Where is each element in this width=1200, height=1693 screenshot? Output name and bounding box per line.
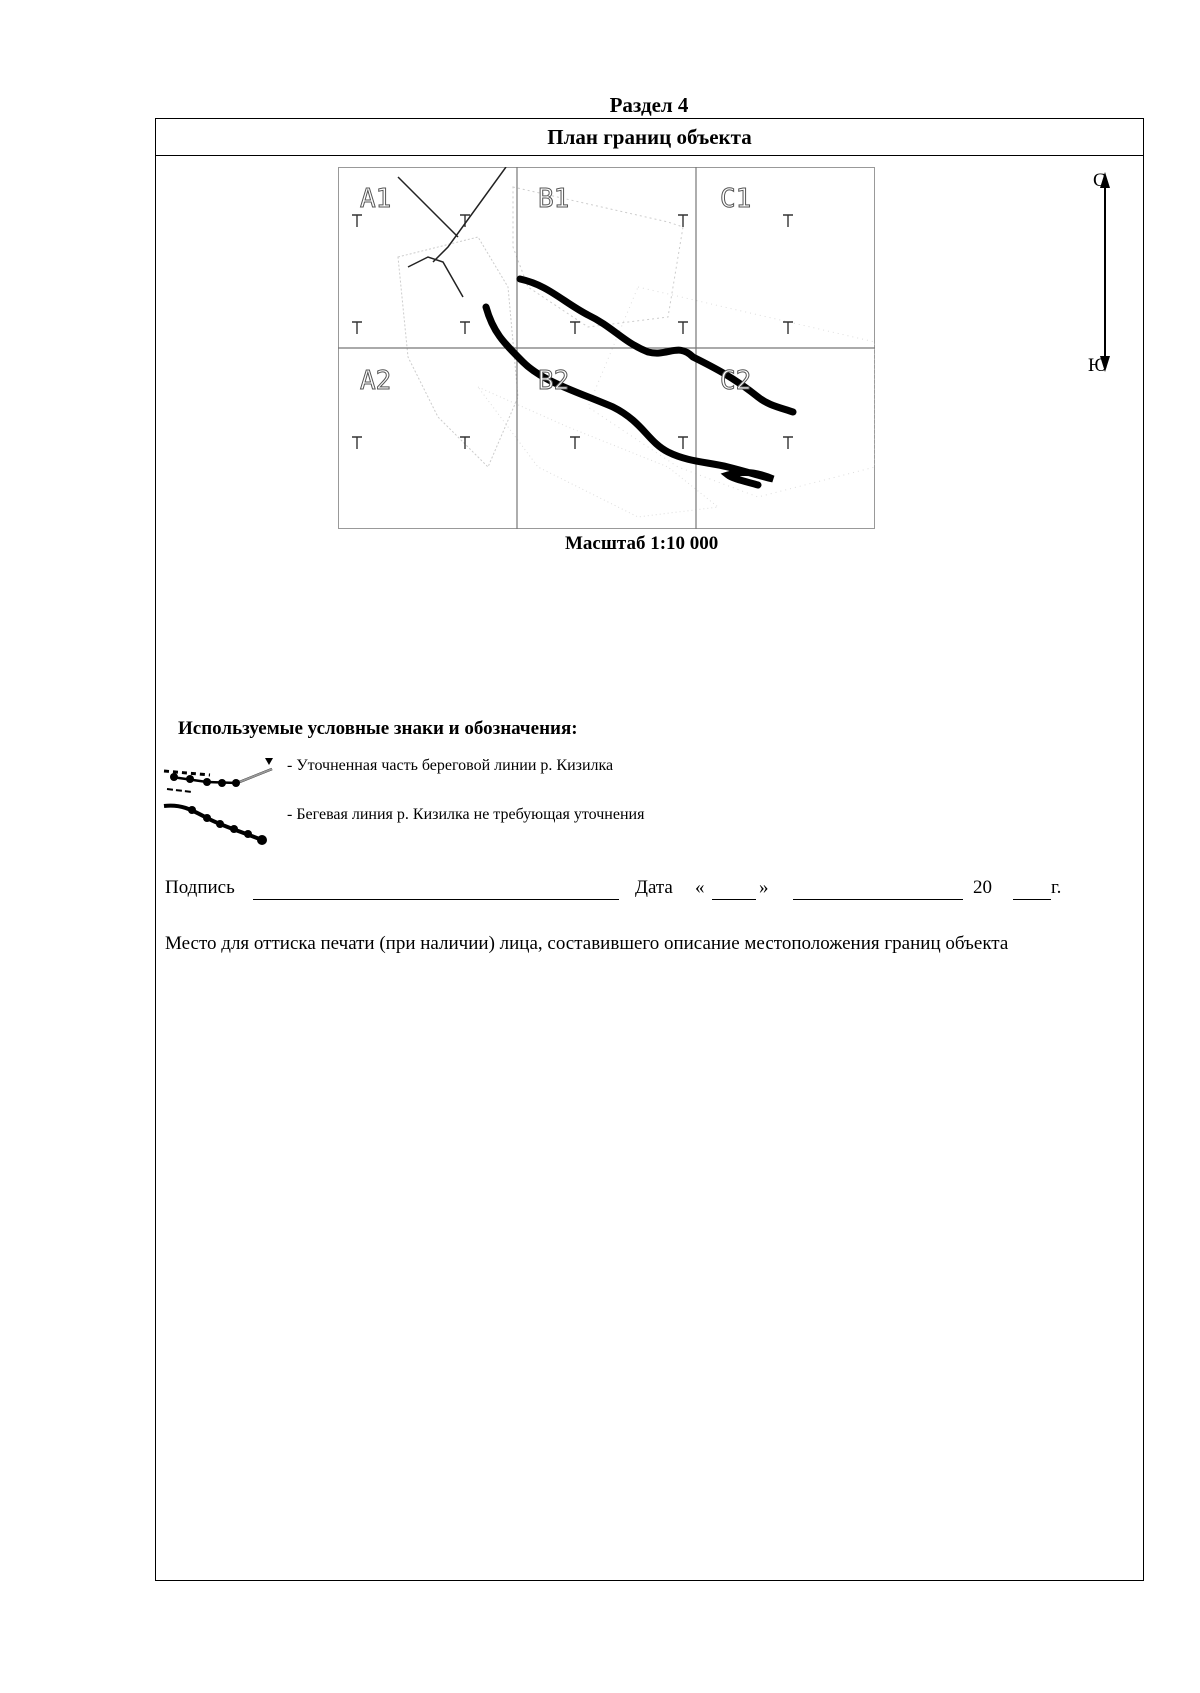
section-title: Раздел 4 xyxy=(609,93,689,117)
cell-label-b2: B2 xyxy=(538,366,570,396)
compass-south-label: Ю xyxy=(1088,355,1108,376)
plan-header: План границ объекта xyxy=(156,119,1143,156)
date-month-field[interactable] xyxy=(793,877,963,900)
compass-north-label: С xyxy=(1093,170,1106,191)
legend-item-existing-shoreline: - Бегевая линия р. Кизилка не требующая уточнения xyxy=(287,806,645,823)
cell-label-a2: A2 xyxy=(360,366,392,396)
north-arrow-icon xyxy=(1083,168,1123,376)
existing-shoreline-icon xyxy=(162,800,277,848)
cell-label-c2: C2 xyxy=(720,366,752,396)
signature-label: Подпись xyxy=(165,877,235,898)
date-open-quote: « xyxy=(695,877,705,898)
legend-title: Используемые условные знаки и обозначения: xyxy=(178,718,578,739)
legend-item-refined-shoreline: - Уточненная часть береговой линии р. Кизилка xyxy=(287,757,614,774)
cell-label-a1: A1 xyxy=(360,184,392,214)
date-close-quote: » xyxy=(759,877,769,898)
refined-shoreline-icon xyxy=(162,757,277,797)
cell-label-b1: B1 xyxy=(538,184,570,214)
signature-row xyxy=(165,877,1144,907)
boundary-map xyxy=(338,167,875,529)
date-year-suffix: г. xyxy=(1051,877,1062,898)
date-day-field[interactable] xyxy=(712,877,756,900)
date-year-field[interactable] xyxy=(1013,877,1051,900)
date-century: 20 xyxy=(973,877,992,898)
signature-field[interactable] xyxy=(253,877,619,900)
date-label: Дата xyxy=(635,877,673,898)
map-scale: Масштаб 1:10 000 xyxy=(565,533,719,554)
seal-note: Место для оттиска печати (при наличии) лица, составившего описание местоположения границ объекта xyxy=(165,933,1009,954)
cell-label-c1: C1 xyxy=(720,184,752,214)
